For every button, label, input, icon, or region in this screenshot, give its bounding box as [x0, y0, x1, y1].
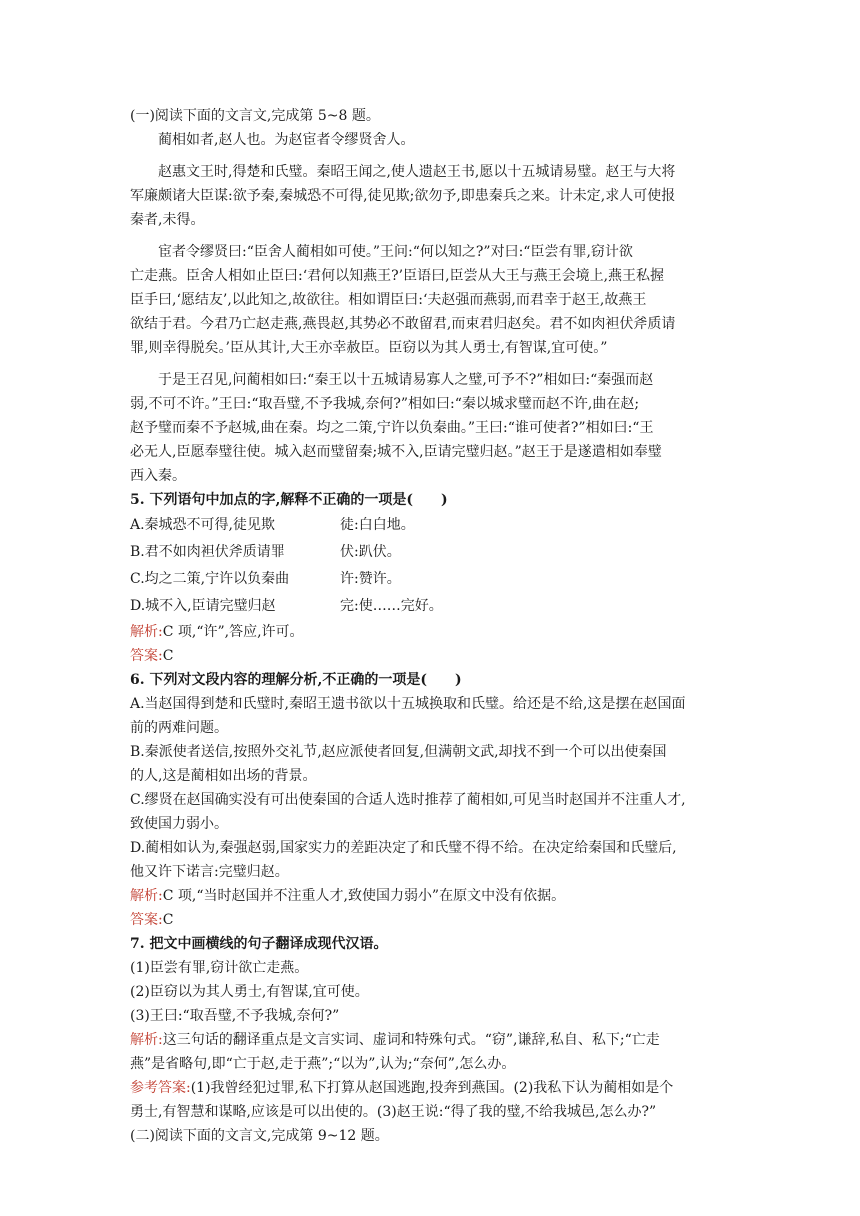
option-text: A.秦城恐不可得,徒见欺 [130, 517, 276, 533]
option-gloss: 伏:趴伏。 [340, 544, 401, 560]
q6-option-d-line1: D.蔺相如认为,秦强赵弱,国家实力的差距决定了和氏璧不得不给。在决定给秦国和氏璧后, [130, 840, 677, 856]
option-gloss: 完:使……完好。 [340, 598, 443, 614]
analysis-text: C 项,“许”,答应,许可。 [162, 624, 304, 640]
answer-text: C [162, 648, 174, 664]
question-7-stem: 7. 把文中画横线的句子翻译成现代汉语。 [130, 936, 388, 952]
reference-answer-text: (1)我曾经犯过罪,私下打算从赵国逃跑,投奔到燕国。(2)我私下认为蔺相如是个 [190, 1080, 674, 1096]
q7-analysis-line2: 燕”是省略句,即“亡于赵,走于燕”;“以为”,认为;“奈何”,怎么办。 [130, 1056, 516, 1072]
analysis-label: 解析: [130, 624, 163, 640]
q6-option-b-line1: B.秦派使者送信,按照外交礼节,赵应派使者回复,但满朝文武,却找不到一个可以出使秦国 [130, 744, 667, 760]
passage-line: 罪,则幸得脱矣。’臣从其计,大王亦幸赦臣。臣窃以为其人勇士,有智谋,宜可使。” [130, 340, 608, 356]
passage-line: 蔺相如者,赵人也。为赵宦者令缪贤舍人。 [158, 132, 415, 148]
passage-line: 西入秦。 [130, 468, 186, 484]
document-page [130, 104, 730, 1148]
q7-reference-line2: 勇士,有智慧和谋略,应该是可以出使的。(3)赵王说:“得了我的璧,不给我城邑,怎么办?” [130, 1104, 657, 1120]
passage-line: 臣手曰,‘愿结友’,以此知之,故欲往。相如谓臣曰:‘夫赵强而燕弱,而君幸于赵王,故燕王 [130, 292, 647, 308]
q6-option-a-line1: A.当赵国得到楚和氏璧时,秦昭王遗书欲以十五城换取和氏璧。给还是不给,这是摆在赵国面 [130, 696, 686, 712]
q7-item-1: (1)臣尝有罪,窃计欲亡走燕。 [130, 960, 309, 976]
q6-option-b-line2: 的人,这是蔺相如出场的背景。 [130, 768, 317, 784]
analysis-text: C 项,“当时赵国并不注重人才,致使国力弱小”在原文中没有依据。 [162, 888, 566, 904]
q5-answer [130, 644, 730, 668]
answer-text: C [162, 912, 174, 928]
q5-option-a [130, 512, 730, 539]
q5-option-d [130, 593, 730, 620]
analysis-text: 这三句话的翻译重点是文言实词、虚词和特殊句式。“窃”,谦辞,私自、私下;“亡走 [162, 1032, 660, 1048]
section2-intro: (二)阅读下面的文言文,完成第 9~12 题。 [130, 1128, 389, 1144]
option-text: D.城不入,臣请完璧归赵 [130, 598, 276, 614]
q7-reference-line1 [130, 1076, 730, 1100]
option-text: C.均之二策,宁许以负秦曲 [130, 571, 290, 587]
passage-line: 必无人,臣愿奉璧往使。城入赵而璧留秦;城不入,臣请完璧归赵。”赵王于是遂遣相如奉璧 [130, 444, 662, 460]
passage-line: 秦者,未得。 [130, 212, 205, 228]
q5-option-b [130, 539, 730, 566]
passage-line: 欲结于君。今君乃亡赵走燕,燕畏赵,其势必不敢留君,而束君归赵矣。君不如肉袒伏斧质请 [130, 316, 676, 332]
question-6-stem: 6. 下列对文段内容的理解分析,不正确的一项是( ) [130, 672, 462, 688]
q5-option-c [130, 566, 730, 593]
q7-item-2: (2)臣窃以为其人勇士,有智谋,宜可使。 [130, 984, 369, 1000]
passage-line: 赵予璧而秦不予赵城,曲在秦。均之二策,宁许以负秦曲。”王曰:“谁可使者?”相如曰:“王 [130, 420, 654, 436]
reference-answer-label: 参考答案: [130, 1080, 191, 1096]
passage-line: 弱,不可不许。”王曰:“取吾璧,不予我城,奈何?”相如曰:“秦以城求璧而赵不许,曲在赵; [130, 396, 640, 412]
option-gloss: 许:赞许。 [340, 571, 401, 587]
q7-analysis-line1 [130, 1028, 730, 1052]
option-text: B.君不如肉袒伏斧质请罪 [130, 544, 285, 560]
analysis-label: 解析: [130, 1032, 163, 1048]
passage-line: 赵惠文王时,得楚和氏璧。秦昭王闻之,使人遗赵王书,愿以十五城请易璧。赵王与大将 [158, 164, 676, 180]
q6-answer [130, 908, 730, 932]
passage-line: 亡走燕。臣舍人相如止臣曰:‘君何以知燕王?’臣语曰,臣尝从大王与燕王会境上,燕王私握 [130, 268, 665, 284]
q6-option-c-line2: 致使国力弱小。 [130, 816, 228, 832]
answer-label: 答案: [130, 912, 163, 928]
q5-analysis [130, 620, 730, 644]
q7-item-3: (3)王曰:“取吾璧,不予我城,奈何?” [130, 1008, 340, 1024]
analysis-label: 解析: [130, 888, 163, 904]
section1-intro: (一)阅读下面的文言文,完成第 5~8 题。 [130, 108, 380, 124]
q6-option-a-line2: 前的两难问题。 [130, 720, 228, 736]
question-5-stem: 5. 下列语句中加点的字,解释不正确的一项是( ) [130, 492, 448, 508]
q6-option-c-line1: C.缪贤在赵国确实没有可出使秦国的合适人选时推荐了蔺相如,可见当时赵国并不注重人才, [130, 792, 686, 808]
answer-label: 答案: [130, 648, 163, 664]
passage-line: 军廉颇诸大臣谋:欲予秦,秦城恐不可得,徒见欺;欲勿予,即患秦兵之来。计未定,求人可使报 [130, 188, 676, 204]
passage-line: 于是王召见,问蔺相如曰:“秦王以十五城请易寡人之璧,可予不?”相如曰:“秦强而赵 [158, 372, 654, 388]
option-gloss: 徒:白白地。 [340, 517, 415, 533]
q6-option-d-line2: 他又许下诺言:完璧归赵。 [130, 864, 289, 880]
passage-line: 宦者令缪贤曰:“臣舍人蔺相如可使。”王问:“何以知之?”对曰:“臣尝有罪,窃计欲 [158, 244, 633, 260]
q6-analysis [130, 884, 730, 908]
